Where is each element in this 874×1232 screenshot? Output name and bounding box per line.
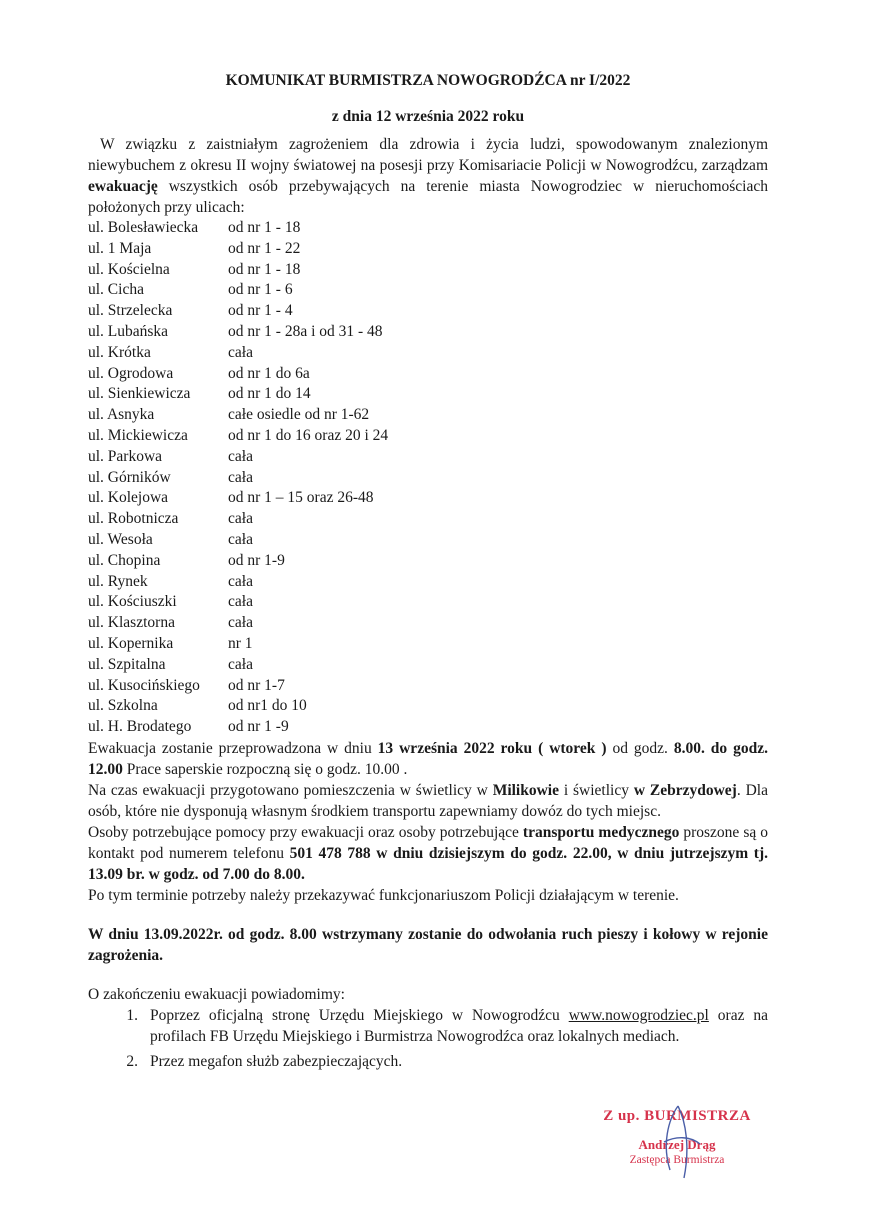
document-date: z dnia 12 września 2022 roku bbox=[331, 108, 525, 125]
street-range: od nr 1 - 28a i od 31 - 48 bbox=[228, 322, 383, 340]
handwritten-signature-icon bbox=[650, 1100, 710, 1190]
stamp-line-2: Andrzej Drąg bbox=[638, 1137, 716, 1152]
street-row bbox=[88, 696, 768, 717]
street-range: cała bbox=[228, 530, 253, 548]
street-row bbox=[88, 509, 768, 530]
street-range: cała bbox=[228, 468, 253, 486]
list-text-start: Poprzez oficjalną stronę Urzędu Miejskiego w Nowogrodźcu bbox=[150, 1006, 569, 1024]
traffic-notice-text: W dniu 13.09.2022r. od godz. 8.00 wstrzymany zostanie do odwołania ruch pieszy i kołowy w rejonie zagrożenia. bbox=[88, 925, 768, 964]
help-text-2: proszone są o kontakt pod numerem telefonu bbox=[88, 823, 768, 862]
intro-text: W związku z zaistniałym zagrożeniem dla zdrowia i życia ludzi, spowodowanym znalezionym niewybuchem z okresu II wojny światowej na posesji przy Komisariacie Policji w Nowogrodźcu, zarządzam bbox=[88, 136, 768, 174]
street-range: całe osiedle od nr 1-62 bbox=[228, 406, 370, 424]
street-row bbox=[88, 343, 768, 364]
street-range: od nr 1 - 22 bbox=[228, 239, 301, 257]
street-name: ul. Sienkiewicza bbox=[88, 385, 191, 403]
traffic-notice bbox=[88, 924, 768, 966]
street-range: od nr 1 do 6a bbox=[228, 364, 310, 382]
list-text: Przez megafon służb zabezpieczających. bbox=[150, 1052, 403, 1070]
shelter-place-1: Milikowie bbox=[492, 781, 559, 799]
spacer bbox=[88, 966, 768, 984]
police-paragraph: Po tym terminie potrzeby należy przekazywać funkcjonariuszom Policji działającym w terenie. bbox=[88, 886, 679, 904]
evacuation-paragraph bbox=[88, 738, 768, 780]
street-row bbox=[88, 447, 768, 468]
evac-hours: 8.00. do godz. 12.00 bbox=[88, 739, 768, 778]
street-row bbox=[88, 676, 768, 697]
stamp-line-1: Z up. BURMISTRZA bbox=[603, 1108, 751, 1124]
website-link[interactable]: www.nowogrodziec.pl bbox=[568, 1006, 709, 1024]
street-name: ul. Mickiewicza bbox=[88, 426, 188, 444]
street-range: od nr 1-9 bbox=[228, 551, 285, 569]
evac-text-1: Ewakuacja zostanie przeprowadzona w dniu bbox=[88, 739, 378, 757]
street-row bbox=[88, 530, 768, 551]
street-name: ul. 1 Maja bbox=[88, 239, 152, 257]
street-range: od nr 1 – 15 oraz 26-48 bbox=[228, 489, 374, 507]
street-row bbox=[88, 322, 768, 343]
street-name: ul. Kościuszki bbox=[88, 593, 177, 611]
street-range: od nr 1-7 bbox=[228, 676, 285, 694]
evac-text-3: Prace saperskie rozpoczną się o godz. 10.00 . bbox=[122, 760, 408, 778]
street-name: ul. Kopernika bbox=[88, 634, 174, 652]
shelter-text-3: . Dla osób, które nie dysponują własnym środkiem transportu zapewniamy dowóz do tych miejsc. bbox=[88, 781, 768, 820]
street-range: od nr 1 - 18 bbox=[228, 219, 301, 236]
street-name: ul. Szpitalna bbox=[88, 655, 166, 673]
street-row bbox=[88, 280, 768, 301]
street-range: od nr 1 do 14 bbox=[228, 385, 311, 403]
street-row bbox=[88, 488, 768, 509]
list-item bbox=[88, 1051, 768, 1072]
street-name: ul. Bolesławiecka bbox=[88, 219, 199, 236]
street-row bbox=[88, 426, 768, 447]
street-row bbox=[88, 551, 768, 572]
street-row bbox=[88, 384, 768, 405]
street-name: ul. Strzelecka bbox=[88, 302, 173, 320]
list-item bbox=[88, 1005, 768, 1047]
list-text-end: oraz na profilach FB Urzędu Miejskiego i Burmistrza Nowogrodźca oraz lokalnych mediach. bbox=[150, 1006, 768, 1045]
street-name: ul. Górników bbox=[88, 468, 171, 486]
street-name: ul. Parkowa bbox=[88, 447, 163, 465]
street-row bbox=[88, 239, 768, 260]
stamp-line-3: Zastępca Burmistrza bbox=[629, 1154, 725, 1166]
street-range: cała bbox=[228, 614, 253, 632]
street-name: ul. Szkolna bbox=[88, 697, 158, 715]
shelter-paragraph bbox=[88, 780, 768, 822]
shelter-text-2: i świetlicy bbox=[559, 781, 634, 799]
street-range: od nr 1 - 4 bbox=[228, 302, 293, 320]
street-name: ul. Kusocińskiego bbox=[88, 676, 200, 694]
street-name: ul. Robotnicza bbox=[88, 510, 179, 528]
street-range: cała bbox=[228, 447, 253, 465]
street-range: od nr 1 -9 bbox=[228, 718, 289, 736]
street-name: ul. Chopina bbox=[88, 551, 161, 569]
street-name: ul. H. Brodatego bbox=[88, 718, 192, 736]
help-paragraph bbox=[88, 822, 768, 885]
street-range: cała bbox=[228, 510, 253, 528]
help-contact: 501 478 788 w dniu dzisiejszym do godz. 22.00, w dniu jutrzejszym tj. 13.09 br. w godz. od 7.00 do 8.00. bbox=[88, 844, 768, 883]
street-row bbox=[88, 218, 768, 239]
evac-date: 13 września 2022 roku ( wtorek ) bbox=[377, 739, 607, 757]
street-row bbox=[88, 364, 768, 385]
list-number: 2. bbox=[126, 1052, 138, 1070]
street-range: cała bbox=[228, 343, 253, 361]
street-row bbox=[88, 634, 768, 655]
street-row bbox=[88, 592, 768, 613]
intro-paragraph bbox=[88, 134, 768, 218]
document-title: KOMUNIKAT BURMISTRZA NOWOGRODŹCA nr I/2022 bbox=[225, 72, 631, 89]
street-row bbox=[88, 572, 768, 593]
street-name: ul. Cicha bbox=[88, 281, 144, 299]
intro-bold: ewakuację bbox=[88, 178, 158, 195]
evac-text-2: od godz. bbox=[606, 739, 674, 757]
help-text-1: Osoby potrzebujące pomocy przy ewakuacji oraz osoby potrzebujące bbox=[88, 823, 523, 841]
street-name: ul. Lubańska bbox=[88, 322, 169, 340]
shelter-text-1: Na czas ewakuacji przygotowano pomieszczenia w świetlicy w bbox=[88, 781, 493, 799]
street-range: od nr 1 do 16 oraz 20 i 24 bbox=[228, 426, 389, 444]
document-page bbox=[88, 70, 768, 1072]
street-name: ul. Asnyka bbox=[88, 406, 155, 424]
list-number: 1. bbox=[126, 1006, 138, 1024]
list-text bbox=[150, 1005, 768, 1047]
street-row bbox=[88, 260, 768, 281]
street-name: ul. Klasztorna bbox=[88, 614, 175, 632]
street-name: ul. Kolejowa bbox=[88, 489, 169, 507]
street-name: ul. Kościelna bbox=[88, 260, 170, 278]
street-range: od nr1 do 10 bbox=[228, 697, 307, 715]
notify-intro: O zakończeniu ewakuacji powiadomimy: bbox=[88, 985, 345, 1003]
street-range: cała bbox=[228, 593, 253, 611]
street-name: ul. Krótka bbox=[88, 343, 151, 361]
street-range: od nr 1 - 6 bbox=[228, 281, 293, 299]
spacer bbox=[88, 906, 768, 924]
notify-list bbox=[88, 1005, 768, 1072]
street-list bbox=[88, 218, 768, 738]
street-row bbox=[88, 717, 768, 738]
help-bold-1: transportu medycznego bbox=[522, 823, 680, 841]
street-row bbox=[88, 468, 768, 489]
street-name: ul. Rynek bbox=[88, 572, 148, 590]
street-name: ul. Wesoła bbox=[88, 530, 153, 548]
street-row bbox=[88, 301, 768, 322]
intro-text-end: wszystkich osób przebywających na terenie miasta Nowogrodziec w nieruchomościach położonych przy ulicach: bbox=[88, 178, 768, 216]
street-name: ul. Ogrodowa bbox=[88, 364, 174, 382]
street-row bbox=[88, 655, 768, 676]
street-range: cała bbox=[228, 655, 253, 673]
street-row bbox=[88, 613, 768, 634]
street-range: od nr 1 - 18 bbox=[228, 260, 301, 278]
street-range: cała bbox=[228, 572, 253, 590]
street-row bbox=[88, 405, 768, 426]
street-range: nr 1 bbox=[228, 634, 253, 652]
shelter-place-2: w Zebrzydowej bbox=[633, 781, 737, 799]
